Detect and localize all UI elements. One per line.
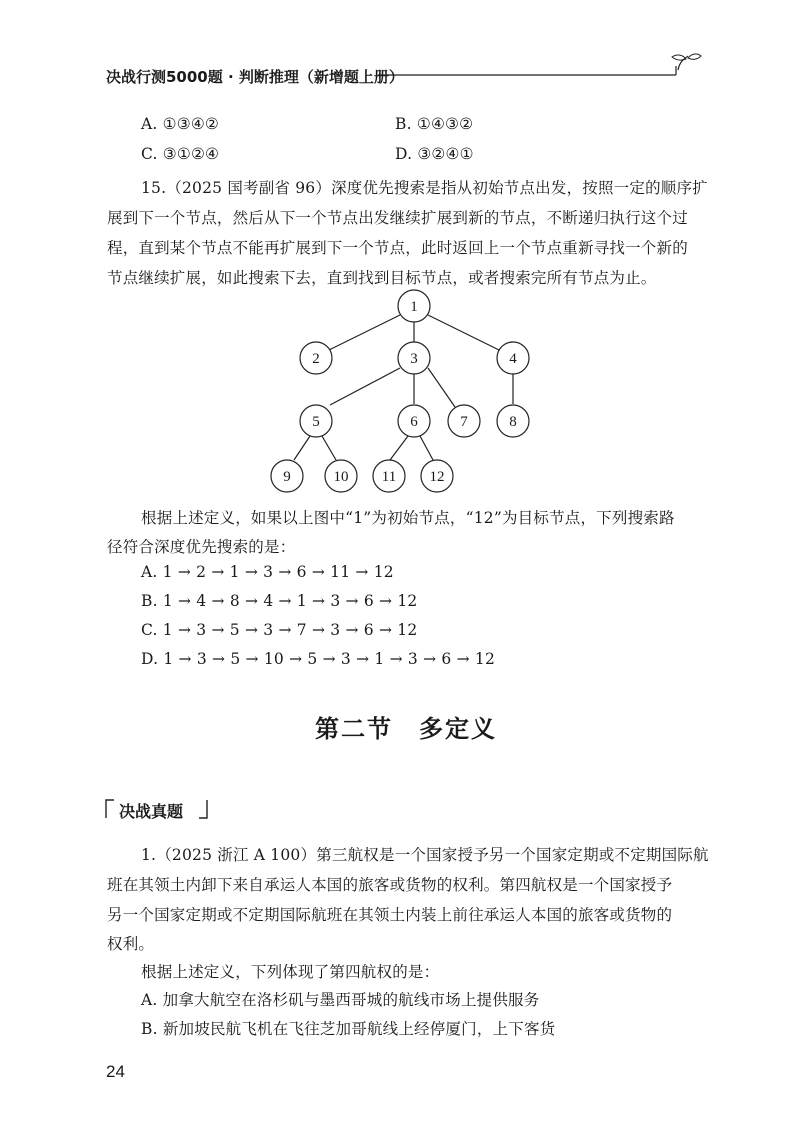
node-8-label: 8 (509, 414, 517, 430)
option-a-prev: A. ①③④② (141, 115, 220, 133)
subsection-title: 决战真题 (119, 802, 184, 821)
q15-option-b: B. 1 → 4 → 8 → 4 → 1 → 3 → 6 → 12 (141, 592, 418, 610)
option-b-prev: B. ①④③② (395, 115, 474, 133)
q15-line-3: 程，直到某个节点不能再扩展到下一个节点，此时返回上一个节点重新寻找一个新的 (107, 239, 688, 257)
q15-after-1: 根据上述定义，如果以上图中“1”为初始节点，“12”为目标节点，下列搜索路 (141, 509, 675, 527)
q1-line-1: 1.（2025 浙江 A 100）第三航权是一个国家授予另一个国家定期或不定期国际航 (141, 846, 709, 864)
q1-option-a: A. 加拿大航空在洛杉矶与墨西哥城的航线市场上提供服务 (141, 991, 540, 1009)
tree-labels (283, 299, 517, 485)
left-corner-bracket-icon (104, 798, 116, 820)
edge-5-10 (322, 436, 336, 460)
node-4-label: 4 (509, 351, 517, 367)
section-title: 第二节 多定义 (315, 715, 497, 743)
option-d-prev: D. ③②④① (395, 145, 474, 163)
node-2-label: 2 (312, 351, 320, 367)
node-3-label: 3 (410, 351, 418, 367)
q1-option-b: B. 新加坡民航飞机在飞往芝加哥航线上经停厦门，上下客货 (141, 1020, 556, 1038)
q1-line-2: 班在其领土内卸下来自承运人本国的旅客或货物的权利。第四航权是一个国家授予 (107, 876, 673, 894)
q1-after: 根据上述定义，下列体现了第四航权的是： (141, 963, 440, 981)
q15-line-1: 15.（2025 国考副省 96）深度优先搜索是指从初始节点出发，按照一定的顺序扩 (141, 179, 708, 197)
edge-6-12 (420, 436, 433, 460)
edge-3-5 (330, 368, 400, 405)
option-c-prev: C. ③①②④ (141, 145, 220, 163)
running-header: 决战行测5000题 · 判断推理（新增题上册） (106, 68, 404, 86)
q15-option-c: C. 1 → 3 → 5 → 3 → 7 → 3 → 6 → 12 (141, 621, 418, 639)
edge-5-9 (294, 436, 310, 460)
edge-3-7 (428, 368, 455, 407)
q15-line-4: 节点继续扩展，如此搜索下去，直到找到目标节点，或者搜索完所有节点为止。 (107, 269, 657, 287)
tree-diagram (0, 280, 800, 500)
edge-6-11 (390, 436, 408, 460)
q1-line-3: 另一个国家定期或不定期国际航班在其领土内装上前往承运人本国的旅客或货物的 (107, 906, 673, 924)
node-9-label: 9 (283, 469, 291, 485)
node-6-label: 6 (410, 414, 418, 430)
page-number: 24 (106, 1062, 125, 1081)
node-1-label: 1 (410, 299, 418, 315)
node-11-label: 11 (381, 469, 397, 485)
node-5-label: 5 (312, 414, 320, 430)
q15-after-2: 径符合深度优先搜索的是： (107, 538, 296, 556)
node-7-label: 7 (460, 414, 468, 430)
tree-edges (294, 315, 513, 460)
node-10-label: 10 (333, 469, 349, 485)
q1-line-4: 权利。 (107, 935, 155, 953)
node-12-label: 12 (429, 469, 445, 485)
sprout-icon (666, 50, 706, 82)
edge-1-4 (428, 315, 499, 350)
tree-nodes (271, 290, 529, 492)
right-corner-bracket-icon (197, 798, 209, 820)
q15-option-d: D. 1 → 3 → 5 → 10 → 5 → 3 → 1 → 3 → 6 → 12 (141, 650, 496, 668)
edge-1-2 (329, 315, 400, 350)
q15-line-2: 展到下一个节点，然后从下一个节点出发继续扩展到新的节点，不断递归执行这个过 (107, 209, 688, 227)
q15-option-a: A. 1 → 2 → 1 → 3 → 6 → 11 → 12 (141, 563, 394, 581)
